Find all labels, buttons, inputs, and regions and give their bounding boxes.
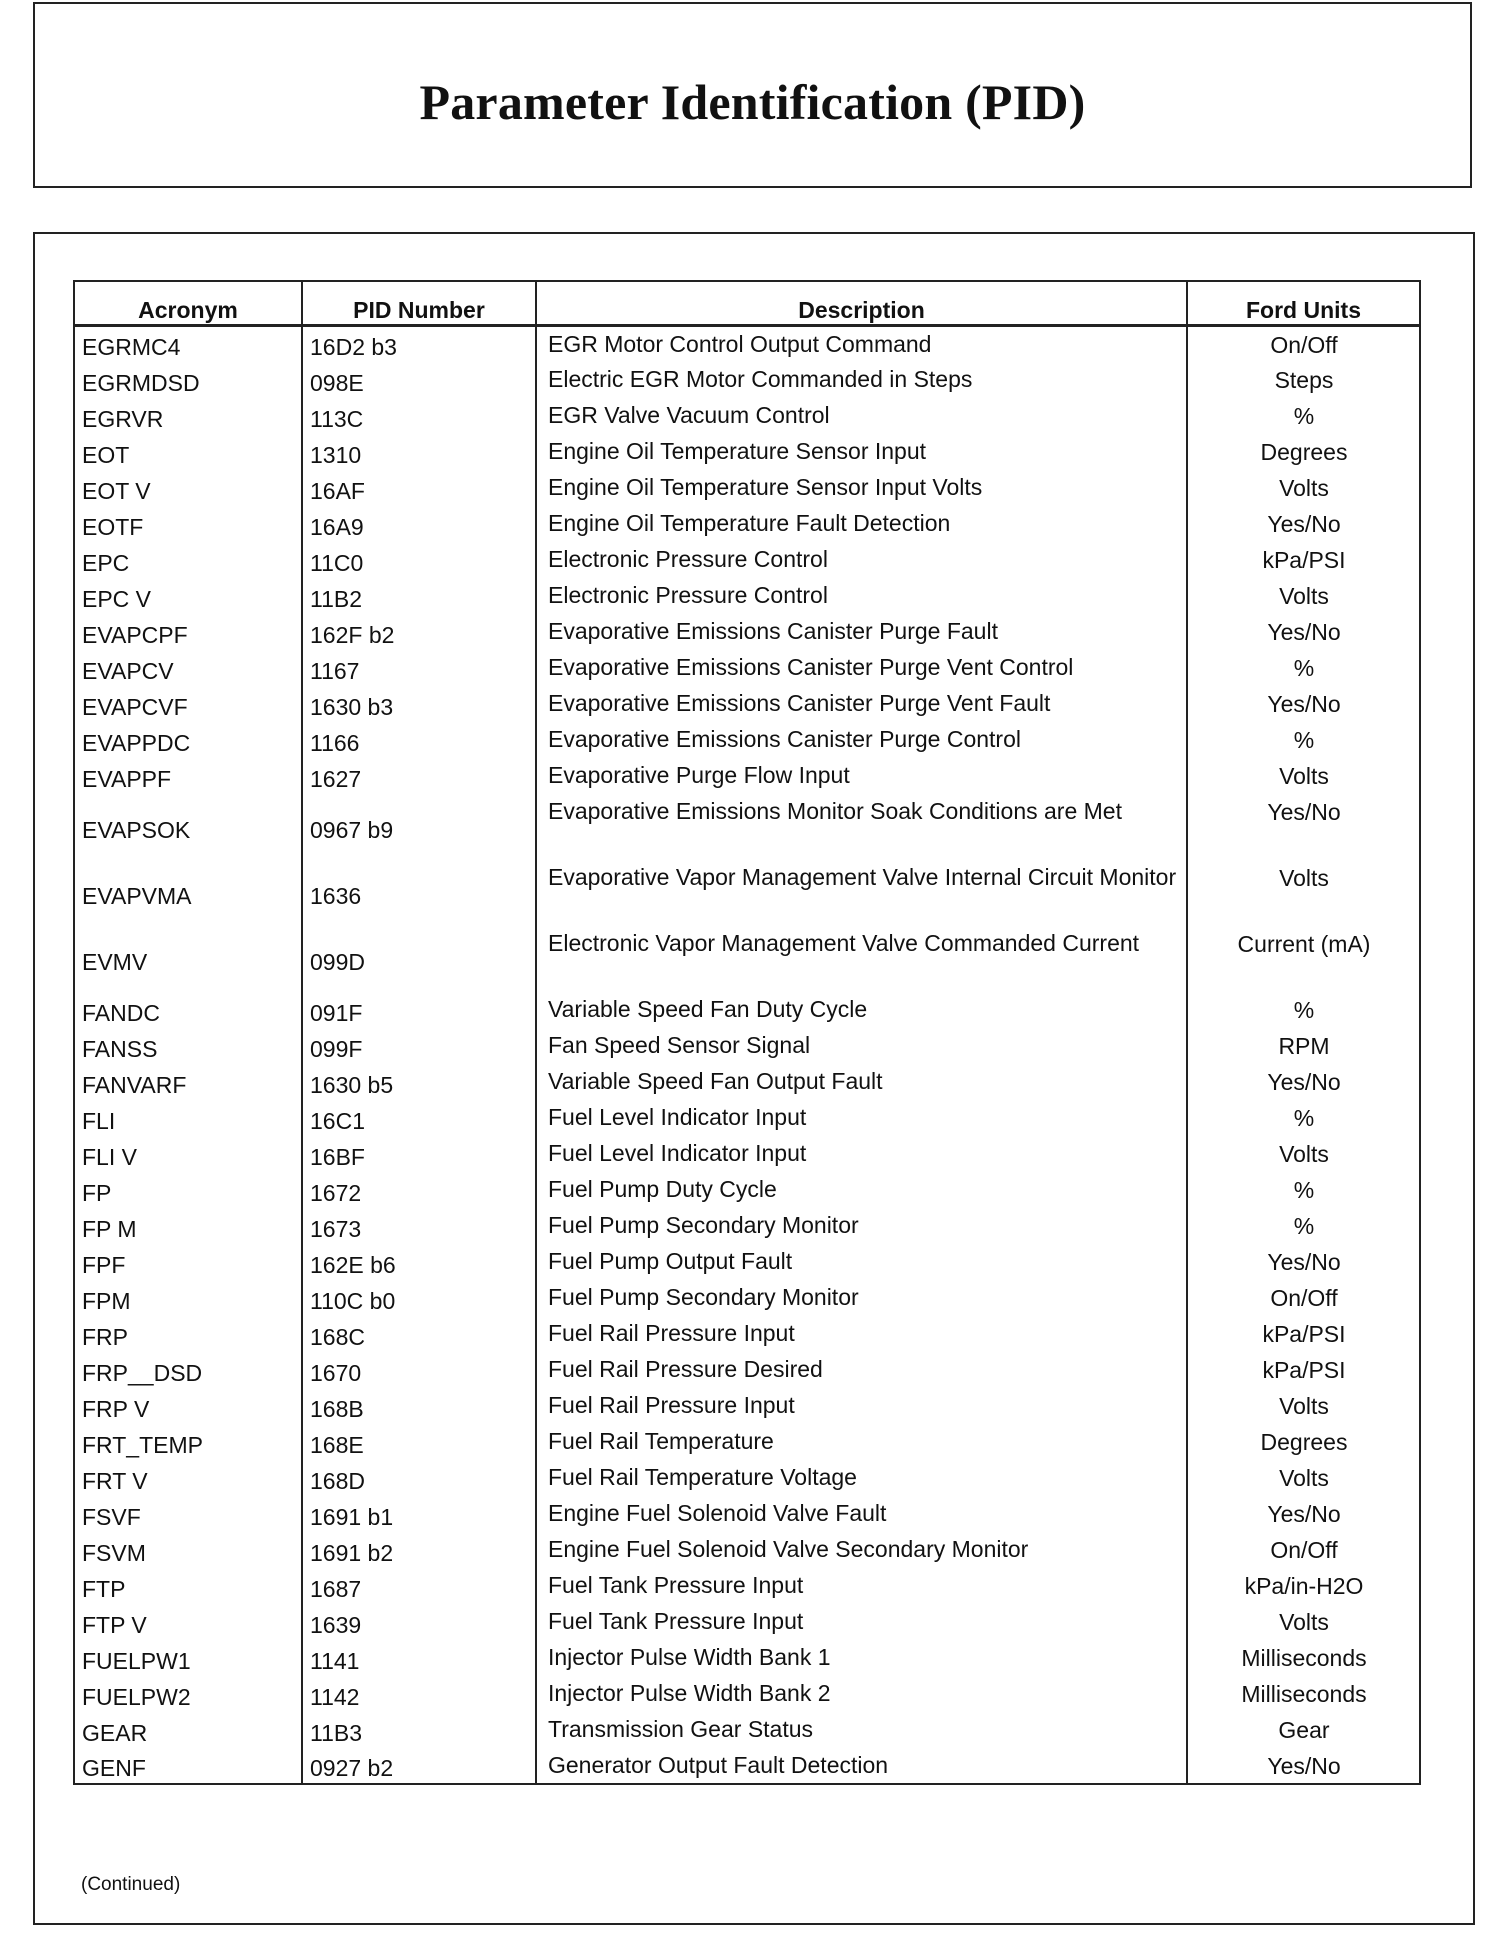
pid-number-cell: 0967 b9	[302, 794, 536, 860]
table-row	[74, 1316, 1420, 1352]
pid-number-cell: 11B2	[302, 578, 536, 614]
pid-number-cell: 1141	[302, 1640, 536, 1676]
table-row	[74, 1496, 1420, 1532]
description-cell: Evaporative Emissions Monitor Soak Conditions are Met	[536, 794, 1187, 860]
units-cell: Steps	[1187, 362, 1420, 398]
description-cell: Fuel Pump Output Fault	[536, 1244, 1187, 1280]
units-cell: Yes/No	[1187, 1244, 1420, 1280]
table-row	[74, 650, 1420, 686]
pid-number-cell: 162F b2	[302, 614, 536, 650]
table-frame	[33, 232, 1475, 1925]
pid-number-cell: 099F	[302, 1028, 536, 1064]
acronym-cell: EVAPCV	[74, 650, 302, 686]
pid-number-cell: 1670	[302, 1352, 536, 1388]
acronym-cell: GENF	[74, 1748, 302, 1784]
table-row	[74, 578, 1420, 614]
table-row	[74, 1244, 1420, 1280]
description-cell: Fuel Rail Pressure Desired	[536, 1352, 1187, 1388]
units-cell: Gear	[1187, 1712, 1420, 1748]
pid-number-cell: 099D	[302, 926, 536, 992]
description-cell: Engine Oil Temperature Sensor Input Volts	[536, 470, 1187, 506]
pid-number-cell: 1636	[302, 860, 536, 926]
acronym-cell: FRT_TEMP	[74, 1424, 302, 1460]
table-row	[74, 1748, 1420, 1784]
table-row	[74, 1532, 1420, 1568]
units-cell: %	[1187, 1208, 1420, 1244]
description-cell: Evaporative Emissions Canister Purge Fault	[536, 614, 1187, 650]
header-acronym: Acronym	[74, 281, 302, 326]
units-cell: Milliseconds	[1187, 1676, 1420, 1712]
table-row	[74, 1460, 1420, 1496]
pid-number-cell: 1142	[302, 1676, 536, 1712]
units-cell: %	[1187, 722, 1420, 758]
acronym-cell: EVAPVMA	[74, 860, 302, 926]
table-row	[74, 1064, 1420, 1100]
acronym-cell: FLI V	[74, 1136, 302, 1172]
pid-number-cell: 1167	[302, 650, 536, 686]
pid-number-cell: 1687	[302, 1568, 536, 1604]
table-row	[74, 326, 1420, 362]
table-row	[74, 992, 1420, 1028]
table-row	[74, 1208, 1420, 1244]
pid-number-cell: 162E b6	[302, 1244, 536, 1280]
description-cell: Generator Output Fault Detection	[536, 1748, 1187, 1784]
description-cell: Transmission Gear Status	[536, 1712, 1187, 1748]
acronym-cell: EGRMDSD	[74, 362, 302, 398]
table-row	[74, 1676, 1420, 1712]
pid-number-cell: 1630 b3	[302, 686, 536, 722]
acronym-cell: FRP	[74, 1316, 302, 1352]
description-cell: Fuel Pump Duty Cycle	[536, 1172, 1187, 1208]
description-cell: Fuel Rail Temperature Voltage	[536, 1460, 1187, 1496]
acronym-cell: FTP V	[74, 1604, 302, 1640]
description-cell: Fuel Level Indicator Input	[536, 1100, 1187, 1136]
units-cell: %	[1187, 992, 1420, 1028]
description-cell: Evaporative Vapor Management Valve Internal Circuit Monitor	[536, 860, 1187, 926]
table-row	[74, 1424, 1420, 1460]
table-row	[74, 1712, 1420, 1748]
acronym-cell: FANDC	[74, 992, 302, 1028]
acronym-cell: FPF	[74, 1244, 302, 1280]
description-cell: EGR Valve Vacuum Control	[536, 398, 1187, 434]
pid-number-cell: 168C	[302, 1316, 536, 1352]
acronym-cell: EVAPPF	[74, 758, 302, 794]
acronym-cell: FRT V	[74, 1460, 302, 1496]
pid-number-cell: 168B	[302, 1388, 536, 1424]
description-cell: Electronic Vapor Management Valve Commanded Current	[536, 926, 1187, 992]
units-cell: Yes/No	[1187, 1496, 1420, 1532]
pid-number-cell: 11B3	[302, 1712, 536, 1748]
table-row	[74, 1568, 1420, 1604]
table-row	[74, 1100, 1420, 1136]
table-row	[74, 722, 1420, 758]
acronym-cell: EGRVR	[74, 398, 302, 434]
pid-number-cell: 1166	[302, 722, 536, 758]
table-row	[74, 362, 1420, 398]
pid-number-cell: 1672	[302, 1172, 536, 1208]
description-cell: Engine Oil Temperature Fault Detection	[536, 506, 1187, 542]
table-row	[74, 1172, 1420, 1208]
acronym-cell: EPC	[74, 542, 302, 578]
continued-note: (Continued)	[81, 1874, 181, 1895]
table-row	[74, 1028, 1420, 1064]
description-cell: Engine Oil Temperature Sensor Input	[536, 434, 1187, 470]
units-cell: Yes/No	[1187, 1748, 1420, 1784]
title-box	[33, 2, 1472, 188]
table-row	[74, 794, 1420, 860]
units-cell: Volts	[1187, 1460, 1420, 1496]
description-cell: EGR Motor Control Output Command	[536, 326, 1187, 362]
pid-number-cell: 091F	[302, 992, 536, 1028]
table-row	[74, 398, 1420, 434]
units-cell: %	[1187, 1100, 1420, 1136]
acronym-cell: GEAR	[74, 1712, 302, 1748]
acronym-cell: FPM	[74, 1280, 302, 1316]
header-ford-units: Ford Units	[1187, 281, 1420, 326]
pid-table	[73, 280, 1421, 1785]
table-row	[74, 1640, 1420, 1676]
units-cell: %	[1187, 650, 1420, 686]
units-cell: Degrees	[1187, 434, 1420, 470]
pid-number-cell: 11C0	[302, 542, 536, 578]
description-cell: Electronic Pressure Control	[536, 578, 1187, 614]
description-cell: Variable Speed Fan Output Fault	[536, 1064, 1187, 1100]
table-row	[74, 470, 1420, 506]
units-cell: On/Off	[1187, 1280, 1420, 1316]
acronym-cell: FUELPW2	[74, 1676, 302, 1712]
pid-number-cell: 1310	[302, 434, 536, 470]
acronym-cell: EOT	[74, 434, 302, 470]
pid-number-cell: 1673	[302, 1208, 536, 1244]
acronym-cell: FUELPW1	[74, 1640, 302, 1676]
description-cell: Electronic Pressure Control	[536, 542, 1187, 578]
acronym-cell: FSVM	[74, 1532, 302, 1568]
acronym-cell: EVAPCVF	[74, 686, 302, 722]
units-cell: Yes/No	[1187, 794, 1420, 860]
table-row	[74, 542, 1420, 578]
description-cell: Injector Pulse Width Bank 1	[536, 1640, 1187, 1676]
description-cell: Fuel Tank Pressure Input	[536, 1604, 1187, 1640]
pid-number-cell: 1691 b1	[302, 1496, 536, 1532]
pid-number-cell: 1630 b5	[302, 1064, 536, 1100]
description-cell: Fuel Rail Pressure Input	[536, 1388, 1187, 1424]
pid-number-cell: 1627	[302, 758, 536, 794]
table-row	[74, 1280, 1420, 1316]
units-cell: Volts	[1187, 1388, 1420, 1424]
description-cell: Fuel Pump Secondary Monitor	[536, 1280, 1187, 1316]
units-cell: Volts	[1187, 1604, 1420, 1640]
table-body	[74, 326, 1420, 1784]
description-cell: Evaporative Emissions Canister Purge Control	[536, 722, 1187, 758]
table-row	[74, 1352, 1420, 1388]
pid-number-cell: 110C b0	[302, 1280, 536, 1316]
units-cell: kPa/PSI	[1187, 1316, 1420, 1352]
pid-number-cell: 113C	[302, 398, 536, 434]
units-cell: On/Off	[1187, 1532, 1420, 1568]
pid-number-cell: 168D	[302, 1460, 536, 1496]
table-row	[74, 1604, 1420, 1640]
units-cell: Volts	[1187, 1136, 1420, 1172]
units-cell: %	[1187, 398, 1420, 434]
acronym-cell: EPC V	[74, 578, 302, 614]
table-row	[74, 758, 1420, 794]
acronym-cell: FANSS	[74, 1028, 302, 1064]
acronym-cell: EOTF	[74, 506, 302, 542]
acronym-cell: FRP__DSD	[74, 1352, 302, 1388]
description-cell: Engine Fuel Solenoid Valve Secondary Monitor	[536, 1532, 1187, 1568]
acronym-cell: EVAPCPF	[74, 614, 302, 650]
acronym-cell: FANVARF	[74, 1064, 302, 1100]
pid-number-cell: 098E	[302, 362, 536, 398]
table-row	[74, 686, 1420, 722]
description-cell: Evaporative Emissions Canister Purge Vent Fault	[536, 686, 1187, 722]
acronym-cell: FRP V	[74, 1388, 302, 1424]
table-row	[74, 614, 1420, 650]
table-row	[74, 1388, 1420, 1424]
description-cell: Fuel Pump Secondary Monitor	[536, 1208, 1187, 1244]
units-cell: Volts	[1187, 860, 1420, 926]
units-cell: Volts	[1187, 758, 1420, 794]
pid-number-cell: 168E	[302, 1424, 536, 1460]
description-cell: Electric EGR Motor Commanded in Steps	[536, 362, 1187, 398]
description-cell: Evaporative Purge Flow Input	[536, 758, 1187, 794]
description-cell: Fuel Rail Pressure Input	[536, 1316, 1187, 1352]
pid-number-cell: 16A9	[302, 506, 536, 542]
units-cell: Yes/No	[1187, 614, 1420, 650]
pid-number-cell: 0927 b2	[302, 1748, 536, 1784]
units-cell: %	[1187, 1172, 1420, 1208]
table-row	[74, 926, 1420, 992]
acronym-cell: FP M	[74, 1208, 302, 1244]
acronym-cell: EOT V	[74, 470, 302, 506]
pid-number-cell: 16AF	[302, 470, 536, 506]
units-cell: Degrees	[1187, 1424, 1420, 1460]
pid-number-cell: 16C1	[302, 1100, 536, 1136]
description-cell: Fuel Rail Temperature	[536, 1424, 1187, 1460]
units-cell: Volts	[1187, 470, 1420, 506]
table-row	[74, 434, 1420, 470]
units-cell: Current (mA)	[1187, 926, 1420, 992]
acronym-cell: FP	[74, 1172, 302, 1208]
units-cell: Yes/No	[1187, 506, 1420, 542]
units-cell: Volts	[1187, 578, 1420, 614]
units-cell: Milliseconds	[1187, 1640, 1420, 1676]
description-cell: Fuel Level Indicator Input	[536, 1136, 1187, 1172]
description-cell: Fan Speed Sensor Signal	[536, 1028, 1187, 1064]
acronym-cell: FLI	[74, 1100, 302, 1136]
units-cell: On/Off	[1187, 326, 1420, 362]
acronym-cell: FSVF	[74, 1496, 302, 1532]
table-row	[74, 860, 1420, 926]
acronym-cell: EVAPPDC	[74, 722, 302, 758]
header-pid-number: PID Number	[302, 281, 536, 326]
description-cell: Fuel Tank Pressure Input	[536, 1568, 1187, 1604]
units-cell: RPM	[1187, 1028, 1420, 1064]
description-cell: Evaporative Emissions Canister Purge Vent Control	[536, 650, 1187, 686]
units-cell: Yes/No	[1187, 686, 1420, 722]
pid-number-cell: 1639	[302, 1604, 536, 1640]
description-cell: Engine Fuel Solenoid Valve Fault	[536, 1496, 1187, 1532]
table-header-row	[74, 281, 1420, 326]
acronym-cell: EGRMC4	[74, 326, 302, 362]
description-cell: Injector Pulse Width Bank 2	[536, 1676, 1187, 1712]
table-row	[74, 506, 1420, 542]
page-title: Parameter Identification (PID)	[419, 74, 1086, 130]
acronym-cell: FTP	[74, 1568, 302, 1604]
description-cell: Variable Speed Fan Duty Cycle	[536, 992, 1187, 1028]
units-cell: kPa/in-H2O	[1187, 1568, 1420, 1604]
units-cell: Yes/No	[1187, 1064, 1420, 1100]
pid-number-cell: 16D2 b3	[302, 326, 536, 362]
acronym-cell: EVAPSOK	[74, 794, 302, 860]
units-cell: kPa/PSI	[1187, 1352, 1420, 1388]
units-cell: kPa/PSI	[1187, 542, 1420, 578]
table-row	[74, 1136, 1420, 1172]
pid-number-cell: 1691 b2	[302, 1532, 536, 1568]
acronym-cell: EVMV	[74, 926, 302, 992]
pid-number-cell: 16BF	[302, 1136, 536, 1172]
header-description: Description	[536, 281, 1187, 326]
